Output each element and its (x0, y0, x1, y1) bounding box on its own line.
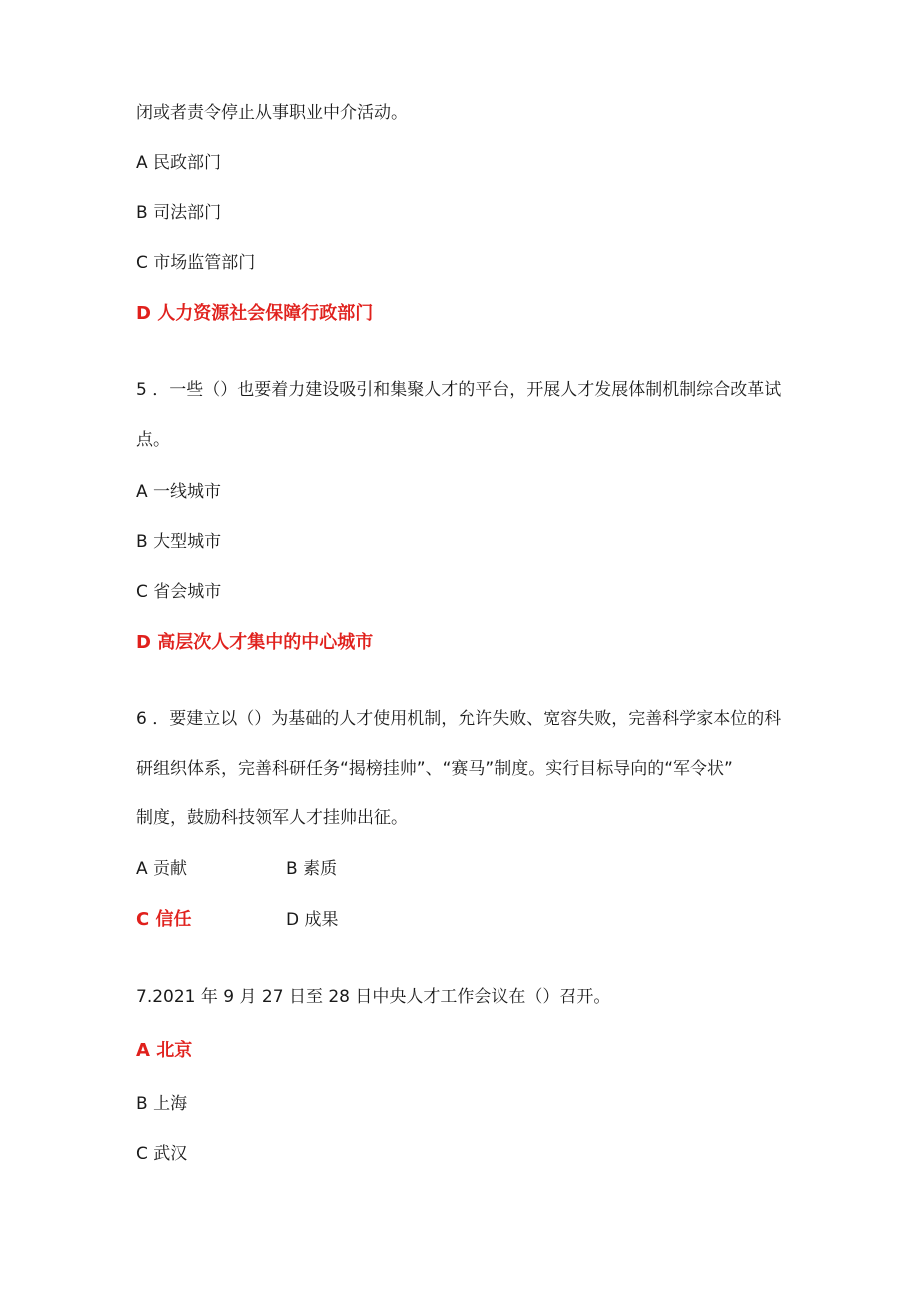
q7-option-a-answer: A 北京 (136, 1040, 193, 1061)
q5-option-b: B 大型城市 (136, 532, 222, 552)
q7-option-c: C 武汉 (136, 1144, 188, 1164)
q5-option-d-answer: D 高层次人才集中的中心城市 (136, 632, 374, 653)
q6-option-a: A 贡献 (136, 859, 188, 879)
q5-stem-line1: 5 ．一些（）也要着力建设吸引和集聚人才的平台，开展人才发展体制机制综合改革试 (136, 380, 782, 400)
q4-option-b: B 司法部门 (136, 203, 222, 223)
q6-option-c-answer: C 信任 (136, 909, 192, 930)
q4-option-c: C 市场监管部门 (136, 253, 256, 273)
q5-option-c: C 省会城市 (136, 582, 222, 602)
q6-option-d: D 成果 (286, 910, 339, 930)
q6-stem-line2: 研组织体系，完善科研任务“揭榜挂帅”、“赛马”制度。实行目标导向的“军令状” (136, 759, 733, 779)
q5-option-a: A 一线城市 (136, 482, 222, 502)
q5-stem-line2: 点。 (136, 430, 170, 450)
q4-option-a: A 民政部门 (136, 153, 222, 173)
q7-option-b: B 上海 (136, 1094, 188, 1114)
q6-stem-line1: 6 ．要建立以（）为基础的人才使用机制，允许失败、宽容失败，完善科学家本位的科 (136, 709, 782, 729)
q6-option-b: B 素质 (286, 859, 338, 879)
q4-option-d-answer: D 人力资源社会保障行政部门 (136, 303, 374, 324)
q4-stem-tail: 闭或者责令停止从事职业中介活动。 (136, 103, 408, 123)
q6-stem-line3: 制度，鼓励科技领军人才挂帅出征。 (136, 808, 408, 828)
q7-stem-line1: 7.2021 年 9 月 27 日至 28 日中央人才工作会议在（）召开。 (136, 987, 611, 1007)
